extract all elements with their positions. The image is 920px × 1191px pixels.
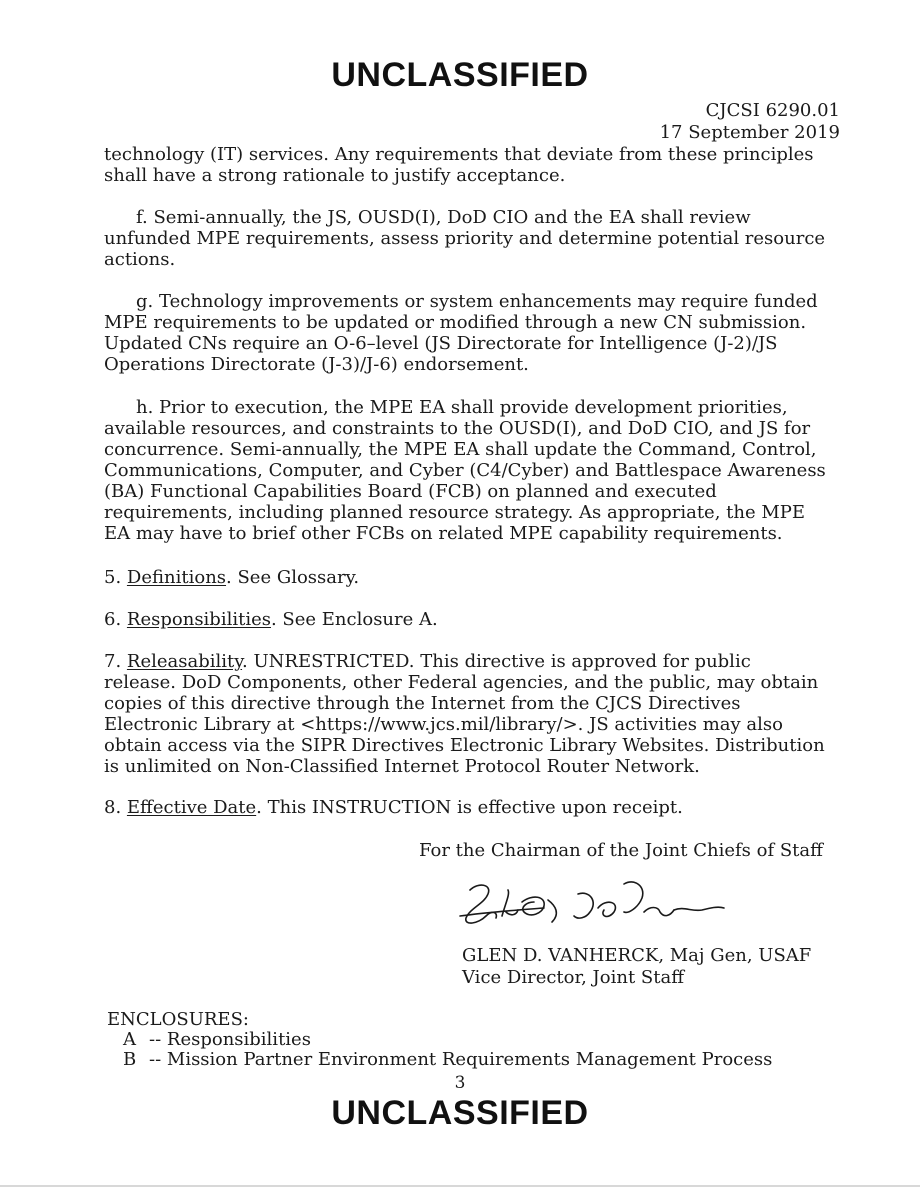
- section-text: . See Glossary.: [226, 567, 360, 588]
- enclosure-letter: A: [123, 1029, 136, 1050]
- paragraph-g: g. Technology improvements or system enhancements may require funded MPE requirements to be updated or modified through a new CN submission. Updated CNs require an O-6–level (JS Directorate for Intelligence (J-2)/JS Operations Directorate (J-3)/J-6) endorsement.: [104, 291, 818, 375]
- section-number: 5.: [104, 567, 122, 588]
- section-responsibilities: [104, 609, 826, 630]
- signature-stroke: [598, 902, 615, 916]
- paragraph-h: h. Prior to execution, the MPE EA shall provide development priorities, available resources, and constraints to the OUSD(I), and DoD CIO, and JS for concurrence. Semi-annually, the MPE EA shall update the Command, Control, Communications, Computer, and Cyber (C4/Cyber) and Battlespace Awareness (BA) Functional Capabilities Board (FCB) on planned and executed requirements, including planned resource strategy. As appropriate, the MPE EA may have to brief other FCBs on related MPE capability requirements.: [104, 397, 826, 544]
- section-definitions: [104, 567, 826, 588]
- signer-block: [462, 945, 811, 989]
- enclosure-letter: B: [123, 1049, 137, 1070]
- section-title-effective-date: Effective Date: [126, 797, 257, 818]
- signature-stroke: [674, 907, 724, 910]
- classification-banner-bottom: UNCLASSIFIED: [331, 1094, 589, 1132]
- document-id: CJCSI 6290.01: [705, 100, 840, 121]
- section-effective-date: [104, 797, 826, 818]
- signature-for-line: For the Chairman of the Joint Chiefs of Staff: [419, 840, 823, 861]
- section-number: 6.: [104, 609, 122, 630]
- document-header: [660, 100, 840, 144]
- signature-stroke: [624, 882, 643, 912]
- enclosure-item: [107, 1050, 772, 1070]
- signature-stroke: [574, 893, 593, 918]
- signature-stroke: [466, 885, 497, 923]
- enclosures-list: [107, 1010, 772, 1070]
- section-releasability: [104, 651, 826, 777]
- paragraph-continuation: technology (IT) services. Any requirements that deviate from these principles shall have a strong rationale to justify acceptance.: [104, 144, 814, 186]
- signer-title: Vice Director, Joint Staff: [462, 967, 685, 988]
- signature-stroke: [522, 897, 544, 915]
- page-number: 3: [454, 1073, 466, 1093]
- enclosure-text: -- Mission Partner Environment Requirements Management Process: [149, 1049, 773, 1070]
- section-title-releasability: Releasability: [126, 651, 243, 672]
- signature-stroke: [644, 908, 674, 916]
- section-title-responsibilities: Responsibilities: [126, 609, 271, 630]
- enclosure-text: -- Responsibilities: [149, 1029, 311, 1050]
- document-date: 17 September 2019: [659, 122, 840, 143]
- signer-name: GLEN D. VANHERCK, Maj Gen, USAF: [462, 945, 812, 966]
- section-number: 8.: [104, 797, 122, 818]
- signature-stroke: [502, 890, 518, 916]
- enclosures-heading: ENCLOSURES:: [107, 1009, 249, 1030]
- section-title-definitions: Definitions: [126, 567, 227, 588]
- section-text: . This INSTRUCTION is effective upon receipt.: [256, 797, 683, 818]
- signature-stroke: [548, 900, 556, 922]
- enclosure-item: [107, 1030, 772, 1050]
- scan-edge-divider: [0, 1185, 920, 1187]
- section-text: . UNRESTRICTED. This directive is approved for public release. DoD Components, other Federal agencies, and the public, may obtain copies of this directive through the Internet from the CJCS Directives Electronic Library at <https://www.jcs.mil/library/>. JS activities may also obtain access via the SIPR Directives Electronic Library Websites. Distribution is unlimited on Non-Classified Internet Protocol Router Network.: [104, 651, 825, 777]
- paragraph-f: f. Semi-annually, the JS, OUSD(I), DoD CIO and the EA shall review unfunded MPE requirements, assess priority and determine potential resource actions.: [104, 207, 826, 270]
- signature-image: [448, 872, 738, 942]
- section-text: . See Enclosure A.: [270, 609, 438, 630]
- section-number: 7.: [104, 651, 122, 672]
- classification-banner-top: UNCLASSIFIED: [331, 56, 589, 94]
